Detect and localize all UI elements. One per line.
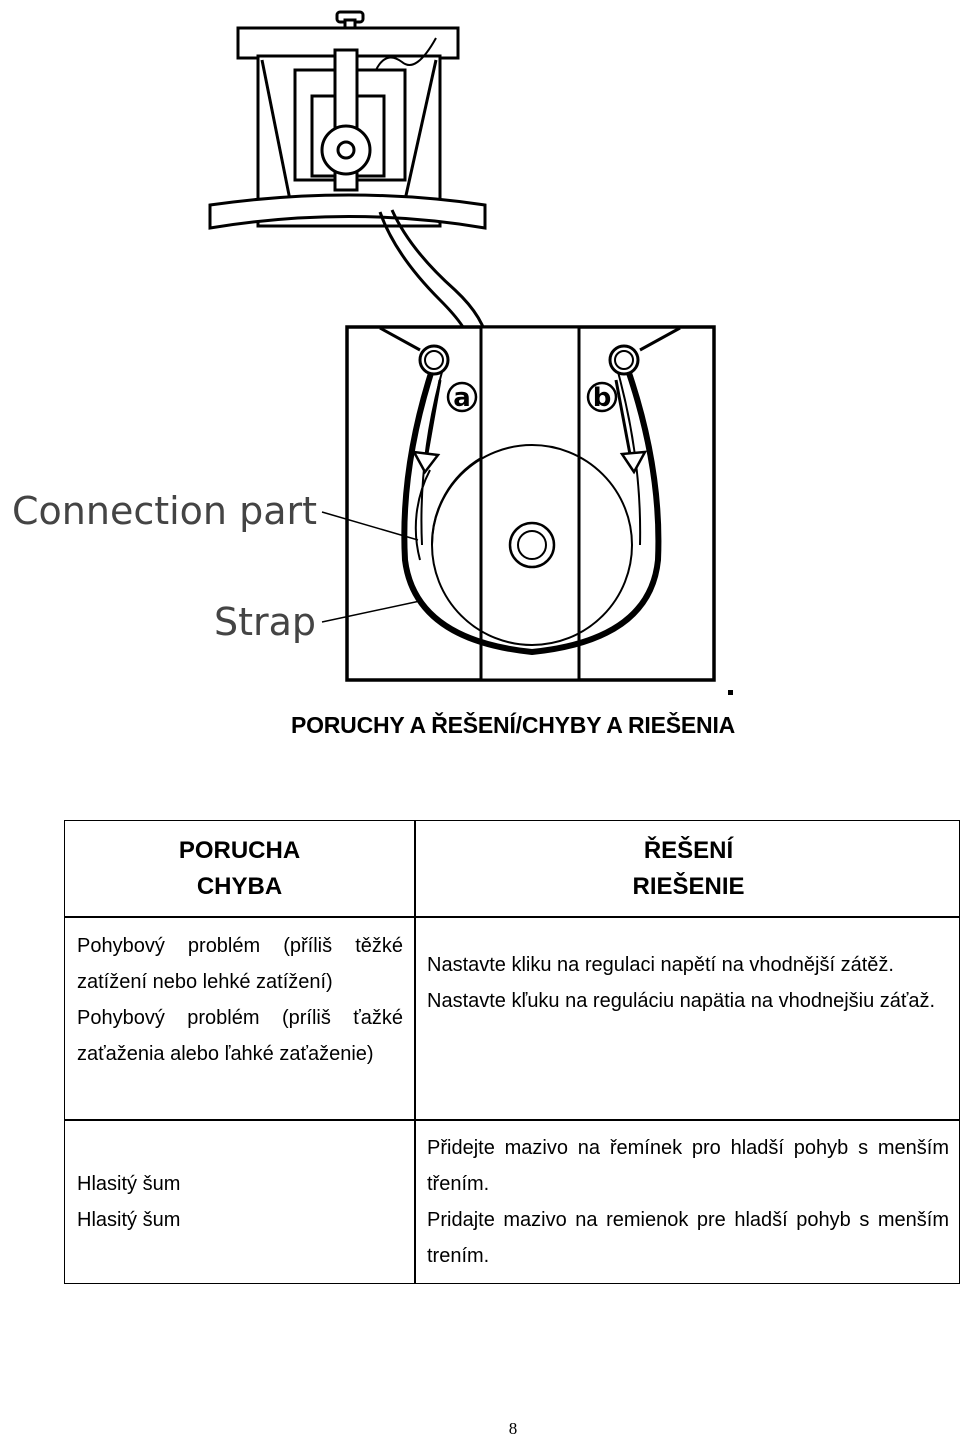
connector-curve (380, 212, 470, 345)
solution-cell-1 (427, 947, 949, 1019)
detail-box (347, 327, 733, 695)
solution-1-cz: Nastavte kliku na regulaci napětí na vhodnější zátěž. (427, 954, 894, 976)
header-fault-cz: PORUCHA (178, 837, 301, 864)
connection-part-label: Connection part (12, 489, 318, 533)
fault-cell-2 (77, 1166, 403, 1238)
strap-label: Strap (214, 600, 317, 644)
header-fault (65, 833, 414, 905)
solution-2-sk: Pridajte mazivo na remienok pre hladší pohyb s menším trením. (427, 1209, 949, 1267)
fault-2-sk: Hlasitý šum (77, 1209, 181, 1231)
solution-1-sk: Nastavte kľuku na reguláciu napätia na vhodnejšiu záťaž. (427, 990, 936, 1012)
fault-1-sk: Pohybový problém (príliš ťažké zaťaženia alebo ľahké zaťaženie) (77, 1007, 403, 1065)
fault-cell-1 (77, 928, 403, 1072)
header-solution-sk: RIEŠENIE (632, 873, 745, 900)
strap-diagram (0, 0, 960, 700)
fault-1-cz: Pohybový problém (příliš těžké zatížení nebo lehké zatížení) (77, 935, 403, 993)
solution-cell-2 (427, 1130, 949, 1274)
header-solution (416, 833, 960, 905)
header-solution-cz: ŘEŠENÍ (643, 837, 734, 864)
top-assembly (210, 12, 485, 228)
header-fault-sk: CHYBA (196, 873, 283, 900)
label-b: b (592, 383, 612, 413)
page-number: 8 (508, 1419, 518, 1438)
section-title: PORUCHY A ŘEŠENÍ/CHYBY A RIEŠENIA (290, 712, 736, 738)
fault-2-cz: Hlasitý šum (77, 1173, 181, 1195)
solution-2-cz: Přidejte mazivo na řemínek pro hladší pohyb s menším třením. (427, 1137, 949, 1195)
troubleshooting-table (64, 820, 960, 1284)
label-a: a (453, 383, 471, 413)
